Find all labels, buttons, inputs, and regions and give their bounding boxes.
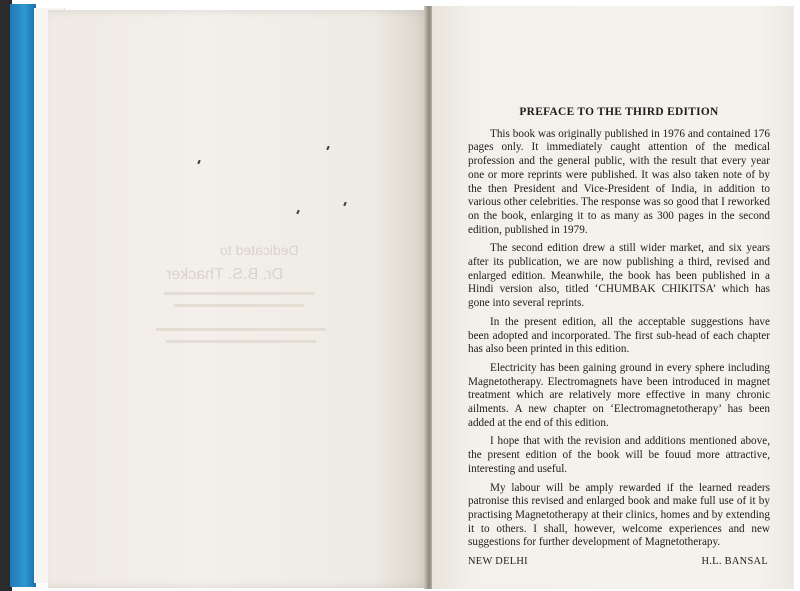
dust-speck <box>296 210 300 214</box>
scan-margin <box>794 0 800 591</box>
preface-text-block <box>468 106 770 569</box>
left-page-blank <box>48 10 430 588</box>
preface-paragraph: This book was originally published in 1976 and contained 176 pages only. It immediately caught attention of the medical profession and the general public, with the result that every year one or more reprints were published. It was also taken note of by the then President and Vice-President of India, in addition to various other celebrities. The response was so good that I reworked on the book, enlarging it to as many as 300 pages in the second edition, published in 1979. <box>468 127 770 236</box>
blue-cover-edge <box>10 4 36 587</box>
dust-speck <box>343 202 347 206</box>
preface-paragraph: My labour will be amply rewarded if the learned readers patronise this revised and enlarged book and make full use of it by practising Magnetotherapy at their clinics, homes and by extending it to others. I shall, however, welcome experiences and new suggestions for further development of Magnetotherapy. <box>468 481 770 549</box>
show-through-dedication: Dedicated to <box>220 242 299 258</box>
show-through-line <box>174 304 304 307</box>
show-through-line <box>156 328 326 331</box>
preface-paragraph: I hope that with the revision and additions mentioned above, the present edition of the book will be fouud more attractive, interesting and useful. <box>468 435 770 475</box>
preface-paragraph: In the present edition, all the acceptable suggestions have been adopted and incorporated. The first sub-head of each chapter has also been printed in this edition. <box>468 315 770 356</box>
signature-line <box>468 555 770 569</box>
dust-speck <box>326 146 330 150</box>
author-name: H.L. BANSAL <box>701 556 768 568</box>
preface-paragraph: The second edition drew a still wider market, and six years after its publication, we are now publishing a third, revised and enlarged edition. Meanwhile, the book has been published in a Hindi version also, titled ‘CHUMBAK CHIKITSA’ which has gone into several reprints. <box>468 242 770 310</box>
right-page <box>432 6 794 589</box>
show-through-line <box>164 292 314 295</box>
dust-speck <box>197 160 201 164</box>
show-through-name: Dr. B.S. Thacker <box>166 266 284 283</box>
preface-paragraph: Electricity has been gaining ground in every sphere including Magnetotherapy. Electromagnets have been introduced in magnet treatment which are relatively more effective in many chronic ailments. A new chapter on ‘Electromagnetotherapy’ has been added at the end of this edition. <box>468 361 770 429</box>
preface-heading: PREFACE TO THE THIRD EDITION <box>519 106 719 118</box>
place-text: NEW DELHI <box>468 556 528 568</box>
show-through-line <box>166 340 316 343</box>
